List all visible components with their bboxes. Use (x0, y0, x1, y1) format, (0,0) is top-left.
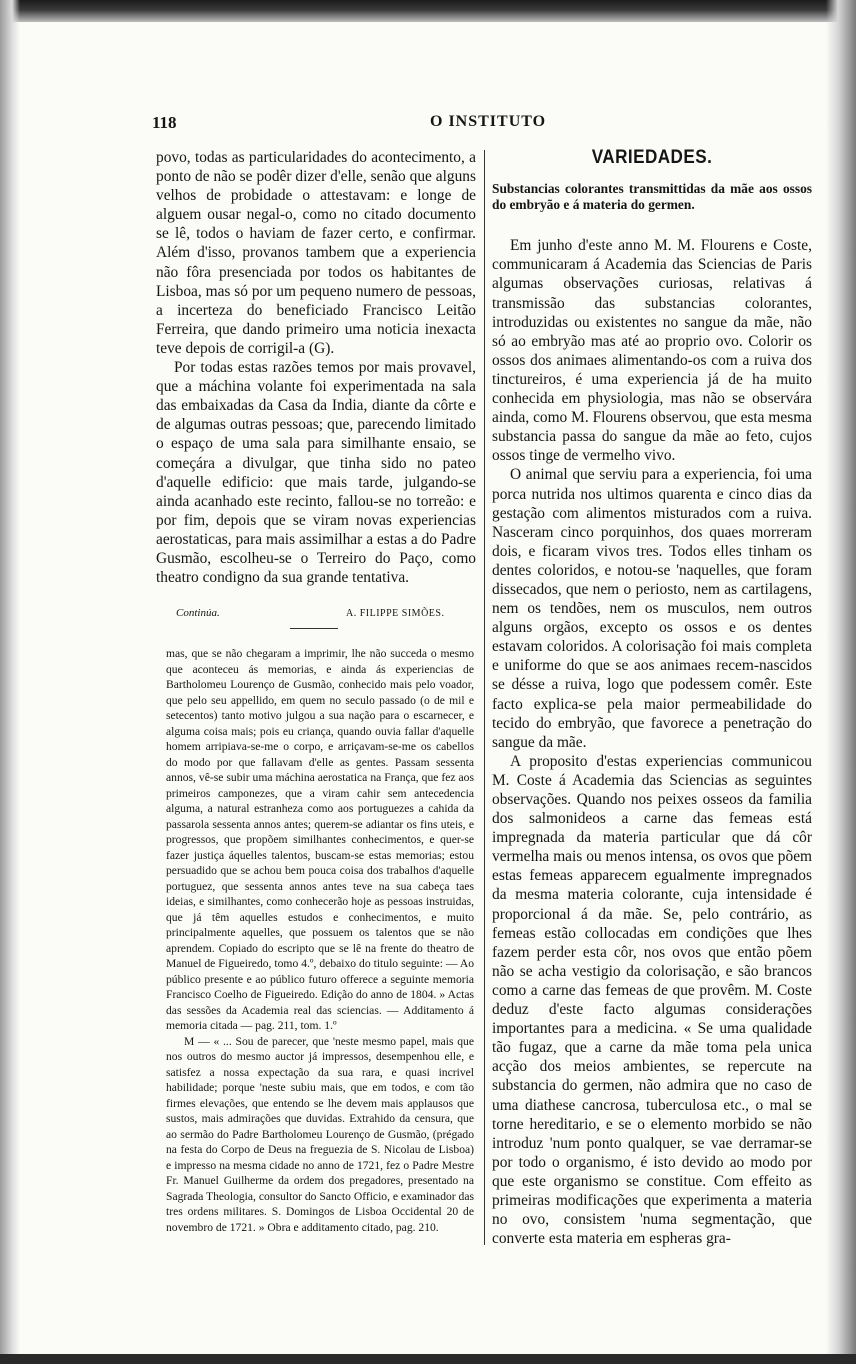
footnote-rule (290, 628, 338, 629)
paragraph: O animal que serviu para a experiencia, foi uma porca nutrida nos ultimos quarenta e cinco dias da gestação com alimentos misturados com a ruiva. Nasceram cinco porquinhos, dos quaes morreram dois, e ficaram vivos tres. Todos elles tinham os dentes coloridos, e notou-se 'naquelles, que foram dissecados, que nem o periosto, nem as cartilagens, nem os tendões, nem os musculos, nem outros alguns orgãos, excepto os ossos e os dentes estavam coloridos. A colorisação foi mais completa e uniforme do que se aos animaes recem-nascidos se désse a ruiva, logo que podessem comêr. Este facto explica-se pela maior permeabilidade do tecido do embryão, que favorece a penetração do sangue da mãe. (492, 466, 812, 751)
scan-left-edge (0, 0, 20, 1364)
paragraph: Em junho d'este anno M. M. Flourens e Coste, communicaram á Academia das Sciencias de Paris algumas observações curiosas, relativas á transmissão das substancias colorantes, introduzidas ou existentes no sangue da mãe, não só ao embryão mas até ao proprio ovo. Colorir os ossos dos animaes alimentando-os com a ruiva dos tinctureiros, é uma experiencia já de ha muito conhecida em physiologia, mas não se observára ainda, como M. Flourens observou, que esta mesma substancia passa do sangue da mãe ao feto, cujos ossos tinge de vermelho vivo. (492, 237, 812, 465)
paragraph: Por todas estas razões temos por mais provavel, que a máchina volante foi experimentada na sala das embaixadas da Casa da India, diante da côrte e de algumas outras pessoas; que, parecendo limitado o espaço de uma sala para similhante ensaio, se começára a divulgar, que tinha sido no pateo d'aquelle edificio: que mais tarde, julgando-se ainda acanhado este recinto, fallou-se no torreão: e por fim, depois que se viram novas experiencias aerostaticas, para mais assimilhar a estas a do Padre Gusmão, escolheu-se o Terreiro do Paço, como theatro condigno da sua grande tentativa. (156, 359, 476, 587)
scan-right-edge (826, 0, 856, 1364)
footnote: M — « ... Sou de parecer, que 'neste mesmo papel, mais que nos outros do mesmo auctor já impressos, desempenhou elle, e satisfez a nossa expectação da sua rara, e quasi incrivel habilidade; porque 'neste subiu mais, que em todos, e com tão firmes elevações, que entendo se lhe devem mais applausos que sustos, mais admirações que duvidas. Extrahido da censura, que ao sermão do Padre Bartholomeu Lourenço de Gusmão, (prégado na festa do Corpo de Deus na freguezia de S. Nicolau de Lisboa) e impresso na mesma cidade no anno de 1721, fez o Padre Mestre Fr. Manuel Guilherme da ordem dos pregadores, presentado na Sagrada Theologia, consultor do Sancto Officio, e examinador das tres ordens militares. S. Domingos de Lisboa Occidental 20 de novembro de 1721. » Obra e additamento citado, pag. 210. (166, 1034, 475, 1234)
continuation-line (176, 607, 476, 619)
paragraph: povo, todas as particularidades do acontecimento, a ponto de não se podêr dizer d'elle, senão que alguns velhos de probidade o attestavam: e longe de alguem ousar negal-o, como no citado documento se lê, todos o haviam de fazer certo, e confirmar. Além d'isso, provanos tambem que a experiencia não fôra presenciada por todos os habitantes de Lisboa, mas só por um pequeno numero de pessoas, a incerteza do beneficiado Francisco Leitão Ferreira, que dando primeiro uma noticia inexacta teve depois de corrigil-a (G). (156, 149, 476, 357)
column-divider (484, 150, 485, 1245)
scan-top-edge (0, 0, 856, 22)
section-title: VARIEDADES. (591, 147, 713, 168)
journal-title: O INSTITUTO (430, 113, 547, 130)
footnote: mas, que se não chegaram a imprimir, lhe não succeda o mesmo que aconteceu ás memorias, e ainda ás experiencias de Bartholomeu Lourenço de Gusmão, conhecido mais pelo voador, que pelo seu appellido, em quem no seculo passado (o de mil e setecentos) tanto motivo julgou a sua nação para o escarnecer, e alguma coisa mais; pois eu criança, quando ouvia fallar d'aquelle homem arripiava-se-me o corpo, e arriçavam-se-me os cabellos do modo por que fallavam d'elle as gentes. Passam sessenta annos, vê-se subir uma máchina aerostatica na França, que fez aos primeiros camponezes, que a viram cahir sem antecedencia alguma, a natural estranheza como aos portuguezes a cahida da passarola sessenta annos antes; querem-se adiantar os fins uteis, e progressos, que propõem similhantes conhecimentos, e quer-se fazer justiça áquelles talentos, buscam-se estas memorias; estou persuadido que se achou bem pouca coisa dos trabalhos d'aquelle portuguez, que sessenta annos antes teve na sua cabeça taes ideias, e similhantes, como conhecerão hoje as pessoas instruidas, que já têm aquelles estudos e conhecimentos, e muito principalmente aquelles, que possuem os talentos que se não aprendem. Copiado do escripto que se lê na frente do theatro de Manuel de Figueiredo, tomo 4.º, debaixo do titulo seguinte: — Ao público presente e ao público futuro offerece a seguinte memoria Francisco Coelho de Figueiredo. Edição do anno de 1804. » Actas das sessões da Academia real das sciencias. — Additamento á memoria citada — pag. 211, tom. 1.º (166, 647, 474, 1032)
continua-label: Continúa. (176, 607, 220, 619)
right-column (492, 148, 812, 1248)
left-column (156, 148, 476, 587)
paragraph: A proposito d'estas experiencias communicou M. Coste á Academia das Sciencias as seguintes observações. Quando nos peixes osseos da familia dos salmonideos a carne das femeas está impregnada da materia particular que dá côr vermelha mais ou menos intensa, os ovos que põem estas femeas apparecem egualmente impregnados da mesma materia colorante, cuja intensidade é proporcional á da mãe. Se, pelo contrário, as femeas estão collocadas em condições que lhes fazem perder esta côr, nos ovos que então põem não se acha vestigio da colorisação, e são brancos como a carne das femeas de que provêm. M. Coste deduz d'este facto algumas considerações importantes para a medicina. « Se uma qualidade tão fugaz, que a carne da mãe toma pela unica acção dos meios ambientes, se repercute na substancia do germen, não admira que no caso de uma diathese cancrosa, tuberculosa etc., o mal se torne hereditario, e se o elemento morbido se não introduz 'num ponto qualquer, se vae derramar-se por todo o organismo, é isto devido ao modo por que este organismo se constitue. Com effeito as primeiras modificações que experimenta a materia no ovo, consistem 'numa segmentação, que converte esta materia em espheras gra- (492, 752, 812, 1248)
article-subheading: Substancias colorantes transmittidas da mãe aos ossos do embryão e á materia do germen. (492, 181, 812, 212)
scan-bottom-edge (0, 1354, 856, 1364)
page-number: 118 (152, 113, 177, 132)
footnotes (166, 646, 474, 1235)
author-signature: A. FILIPPE SIMÕES. (346, 608, 445, 619)
